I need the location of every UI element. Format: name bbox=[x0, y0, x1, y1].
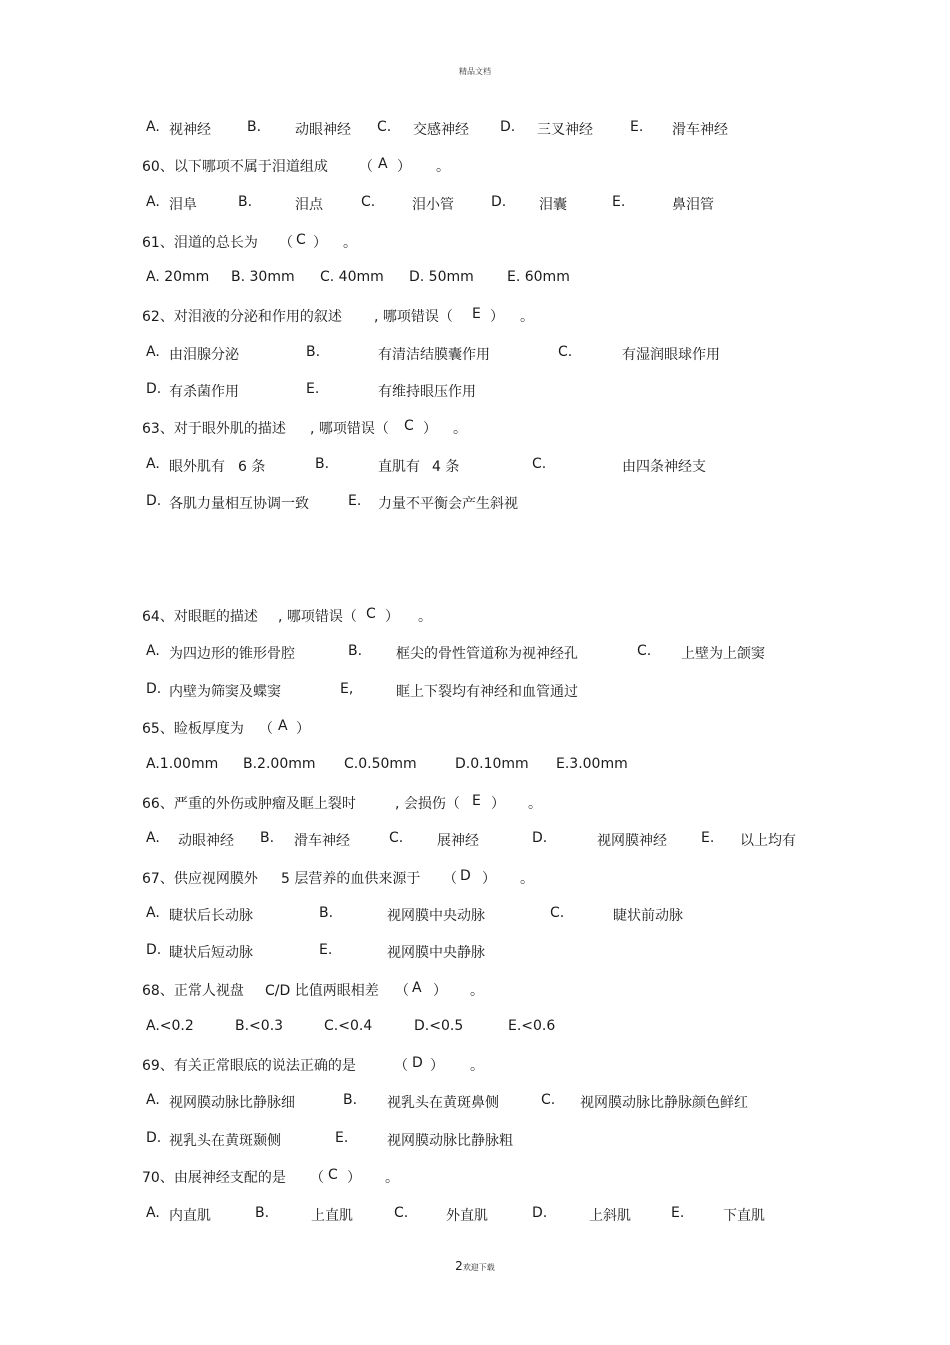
line-segment: D. bbox=[146, 493, 162, 509]
line-segment: 各肌力量相互协调一致 bbox=[169, 496, 309, 512]
line-segment: D. bbox=[146, 1130, 162, 1146]
text-line bbox=[0, 1130, 950, 1150]
text-line bbox=[0, 868, 950, 888]
line-segment: （ bbox=[310, 1170, 324, 1186]
text-line bbox=[0, 1055, 950, 1075]
line-segment: E. bbox=[701, 830, 715, 846]
text-line bbox=[0, 1018, 950, 1038]
line-segment: 眶上下裂均有神经和血管通过 bbox=[396, 684, 578, 700]
line-segment: 。 bbox=[470, 1058, 484, 1074]
line-segment: 交感神经 bbox=[413, 122, 469, 138]
text-line bbox=[0, 793, 950, 813]
line-segment: B. bbox=[247, 119, 262, 135]
line-segment: 视网膜动脉比静脉粗 bbox=[387, 1133, 513, 1149]
line-segment: （ bbox=[443, 871, 457, 887]
line-segment: 6 条 bbox=[238, 459, 266, 475]
line-segment: 视网膜动脉比静脉颜色鲜红 bbox=[580, 1095, 748, 1111]
line-segment: A. bbox=[146, 830, 160, 846]
line-segment: 上斜肌 bbox=[589, 1208, 631, 1224]
line-segment: B. bbox=[319, 905, 334, 921]
line-segment: C bbox=[404, 418, 414, 434]
line-segment: 视神经 bbox=[169, 122, 211, 138]
line-segment: 。 bbox=[418, 609, 432, 625]
line-segment: 滑车神经 bbox=[672, 122, 728, 138]
line-segment: 力量不平衡会产生斜视 bbox=[378, 496, 518, 512]
line-segment: B. bbox=[260, 830, 275, 846]
line-segment: 外直肌 bbox=[446, 1208, 488, 1224]
line-segment: D. 50mm bbox=[409, 269, 474, 285]
line-segment: 。 bbox=[343, 235, 357, 251]
line-segment: 5 层营养的血供来源于 bbox=[281, 871, 421, 887]
line-segment: D. bbox=[491, 194, 507, 210]
line-segment: C. bbox=[389, 830, 404, 846]
line-segment: 有湿润眼球作用 bbox=[622, 347, 720, 363]
line-segment: D. bbox=[146, 681, 162, 697]
line-segment: B. bbox=[238, 194, 253, 210]
line-segment: 有清洁结膜囊作用 bbox=[378, 347, 490, 363]
line-segment: 70、由展神经支配的是 bbox=[142, 1170, 286, 1186]
line-segment: C bbox=[328, 1167, 338, 1183]
line-segment: , 哪项错误（ bbox=[374, 309, 453, 325]
line-segment: 展神经 bbox=[437, 833, 479, 849]
text-line bbox=[0, 980, 950, 1000]
text-line bbox=[0, 232, 950, 252]
line-segment: E bbox=[472, 793, 481, 809]
line-segment: 泪阜 bbox=[169, 197, 197, 213]
line-segment: C bbox=[366, 606, 376, 622]
line-segment: ） bbox=[423, 421, 437, 437]
line-segment: ） bbox=[433, 983, 447, 999]
line-segment: 以上均有 bbox=[740, 833, 796, 849]
line-segment: ） bbox=[296, 721, 310, 737]
line-segment: ） bbox=[430, 1058, 444, 1074]
line-segment: A bbox=[412, 980, 422, 996]
line-segment: A.<0.2 bbox=[146, 1018, 194, 1034]
page-number: 2 bbox=[455, 1259, 463, 1273]
line-segment: 。 bbox=[470, 983, 484, 999]
line-segment: ） bbox=[397, 159, 411, 175]
line-segment: 眼外肌有 bbox=[169, 459, 225, 475]
line-segment: B. 30mm bbox=[231, 269, 295, 285]
line-segment: , 哪项错误（ bbox=[310, 421, 389, 437]
line-segment: ） bbox=[347, 1170, 361, 1186]
line-segment: 视乳头在黄斑鼻侧 bbox=[387, 1095, 499, 1111]
line-segment: 4 条 bbox=[432, 459, 460, 475]
line-segment: 62、对泪液的分泌和作用的叙述 bbox=[142, 309, 342, 325]
line-segment: （ bbox=[279, 235, 293, 251]
text-line bbox=[0, 830, 950, 850]
line-segment: 68、正常人视盘 bbox=[142, 983, 244, 999]
line-segment: 滑车神经 bbox=[294, 833, 350, 849]
line-segment: 66、严重的外伤或肿瘤及眶上裂时 bbox=[142, 796, 356, 812]
line-segment: C.<0.4 bbox=[324, 1018, 373, 1034]
line-segment: B. bbox=[306, 344, 321, 360]
line-segment: D. bbox=[532, 1205, 548, 1221]
line-segment: C. 40mm bbox=[320, 269, 384, 285]
line-segment: E. 60mm bbox=[507, 269, 570, 285]
text-line bbox=[0, 269, 950, 289]
line-segment: A bbox=[278, 718, 288, 734]
line-segment: 下直肌 bbox=[723, 1208, 765, 1224]
line-segment: 60、以下哪项不属于泪道组成 bbox=[142, 159, 328, 175]
text-line bbox=[0, 1205, 950, 1225]
text-line bbox=[0, 456, 950, 476]
line-segment: 三叉神经 bbox=[537, 122, 593, 138]
line-segment: E. bbox=[612, 194, 626, 210]
line-segment: 。 bbox=[385, 1170, 399, 1186]
line-segment: E. bbox=[348, 493, 362, 509]
line-segment: C. bbox=[377, 119, 392, 135]
text-line bbox=[0, 344, 950, 364]
line-segment: ） bbox=[482, 871, 496, 887]
line-segment: 有维持眼压作用 bbox=[378, 384, 476, 400]
line-segment: B. bbox=[343, 1092, 358, 1108]
line-segment: A. bbox=[146, 905, 160, 921]
line-segment: （ bbox=[359, 159, 373, 175]
page-header: 精品文档 bbox=[459, 67, 491, 76]
line-segment: A. bbox=[146, 643, 160, 659]
line-segment: 。 bbox=[453, 421, 467, 437]
line-segment: C. bbox=[361, 194, 376, 210]
line-segment: 64、对眼眶的描述 bbox=[142, 609, 258, 625]
line-segment: （ bbox=[394, 1058, 408, 1074]
line-segment: , 哪项错误（ bbox=[278, 609, 357, 625]
line-segment: 。 bbox=[528, 796, 542, 812]
line-segment: 67、供应视网膜外 bbox=[142, 871, 258, 887]
line-segment: 视网膜动脉比静脉细 bbox=[169, 1095, 295, 1111]
line-segment: C/D 比值两眼相差 bbox=[265, 983, 379, 999]
line-segment: , 会损伤（ bbox=[395, 796, 460, 812]
line-segment: C. bbox=[541, 1092, 556, 1108]
line-segment: D bbox=[412, 1055, 423, 1071]
text-line bbox=[0, 493, 950, 513]
line-segment: 视网膜中央静脉 bbox=[387, 945, 485, 961]
line-segment: D. bbox=[146, 942, 162, 958]
line-segment: 直肌有 bbox=[378, 459, 420, 475]
line-segment: D bbox=[460, 868, 471, 884]
line-segment: B. bbox=[348, 643, 363, 659]
line-segment: C bbox=[296, 232, 306, 248]
text-line bbox=[0, 381, 950, 401]
line-segment: A. bbox=[146, 344, 160, 360]
line-segment: E bbox=[472, 306, 481, 322]
line-segment: 。 bbox=[520, 309, 534, 325]
line-segment: 视网膜中央动脉 bbox=[387, 908, 485, 924]
line-segment: ） bbox=[385, 609, 399, 625]
line-segment: 。 bbox=[520, 871, 534, 887]
text-line bbox=[0, 194, 950, 214]
line-segment: A. bbox=[146, 194, 160, 210]
line-segment: （ bbox=[259, 721, 273, 737]
line-segment: A. bbox=[146, 1205, 160, 1221]
text-line bbox=[0, 156, 950, 176]
line-segment: E. bbox=[306, 381, 320, 397]
line-segment: A. bbox=[146, 119, 160, 135]
line-segment: C. bbox=[394, 1205, 409, 1221]
line-segment: 上直肌 bbox=[311, 1208, 353, 1224]
line-segment: 泪囊 bbox=[539, 197, 567, 213]
line-segment: 睫状后短动脉 bbox=[169, 945, 253, 961]
line-segment: A. bbox=[146, 1092, 160, 1108]
line-segment: 视网膜神经 bbox=[597, 833, 667, 849]
text-line bbox=[0, 643, 950, 663]
line-segment: C. bbox=[550, 905, 565, 921]
line-segment: 泪小管 bbox=[412, 197, 454, 213]
line-segment: E.<0.6 bbox=[508, 1018, 556, 1034]
line-segment: 框尖的骨性管道称为视神经孔 bbox=[396, 646, 578, 662]
line-segment: E. bbox=[630, 119, 644, 135]
line-segment: C. bbox=[532, 456, 547, 472]
line-segment: 内直肌 bbox=[169, 1208, 211, 1224]
line-segment: E. bbox=[319, 942, 333, 958]
line-segment: 动眼神经 bbox=[295, 122, 351, 138]
text-line bbox=[0, 1167, 950, 1187]
text-line bbox=[0, 1092, 950, 1112]
line-segment: 视乳头在黄斑颞侧 bbox=[169, 1133, 281, 1149]
line-segment: 61、泪道的总长为 bbox=[142, 235, 258, 251]
text-line bbox=[0, 119, 950, 139]
line-segment: A. 20mm bbox=[146, 269, 210, 285]
line-segment: 睫状前动脉 bbox=[613, 908, 683, 924]
line-segment: E. bbox=[335, 1130, 349, 1146]
line-segment: ） bbox=[313, 235, 327, 251]
text-line bbox=[0, 905, 950, 925]
line-segment: C. bbox=[558, 344, 573, 360]
line-segment: D. bbox=[146, 381, 162, 397]
line-segment: 泪点 bbox=[295, 197, 323, 213]
page-footer bbox=[0, 1259, 950, 1273]
text-line bbox=[0, 606, 950, 626]
line-segment: 65、睑板厚度为 bbox=[142, 721, 244, 737]
line-segment: 有杀菌作用 bbox=[169, 384, 239, 400]
line-segment: 。 bbox=[436, 159, 450, 175]
line-segment: 鼻泪管 bbox=[672, 197, 714, 213]
line-segment: ） bbox=[491, 796, 505, 812]
line-segment: D. bbox=[532, 830, 548, 846]
line-segment: B. bbox=[255, 1205, 270, 1221]
line-segment: 睫状后长动脉 bbox=[169, 908, 253, 924]
line-segment: B.2.00mm bbox=[243, 756, 316, 772]
text-line bbox=[0, 942, 950, 962]
line-segment: D.<0.5 bbox=[414, 1018, 464, 1034]
line-segment: 上壁为上颌窦 bbox=[681, 646, 765, 662]
text-line bbox=[0, 718, 950, 738]
line-segment: A bbox=[378, 156, 388, 172]
line-segment: 由泪腺分泌 bbox=[169, 347, 239, 363]
text-line bbox=[0, 418, 950, 438]
line-segment: （ bbox=[395, 983, 409, 999]
text-line bbox=[0, 306, 950, 326]
line-segment: D.0.10mm bbox=[455, 756, 529, 772]
line-segment: B. bbox=[315, 456, 330, 472]
line-segment: B.<0.3 bbox=[235, 1018, 284, 1034]
line-segment: 69、有关正常眼底的说法正确的是 bbox=[142, 1058, 356, 1074]
line-segment: A. bbox=[146, 456, 160, 472]
line-segment: C. bbox=[637, 643, 652, 659]
line-segment: E, bbox=[340, 681, 354, 697]
line-segment: 为四边形的锥形骨腔 bbox=[169, 646, 295, 662]
line-segment: 63、对于眼外肌的描述 bbox=[142, 421, 286, 437]
line-segment: 由四条神经支 bbox=[622, 459, 706, 475]
text-line bbox=[0, 756, 950, 776]
footer-text: 欢迎下载 bbox=[462, 1263, 495, 1272]
line-segment: A.1.00mm bbox=[146, 756, 219, 772]
line-segment: E. bbox=[671, 1205, 685, 1221]
text-line bbox=[0, 681, 950, 701]
line-segment: ） bbox=[490, 309, 504, 325]
line-segment: E.3.00mm bbox=[556, 756, 628, 772]
line-segment: 动眼神经 bbox=[178, 833, 234, 849]
line-segment: D. bbox=[500, 119, 516, 135]
line-segment: 内壁为筛窦及蝶窦 bbox=[169, 684, 281, 700]
line-segment: C.0.50mm bbox=[344, 756, 417, 772]
